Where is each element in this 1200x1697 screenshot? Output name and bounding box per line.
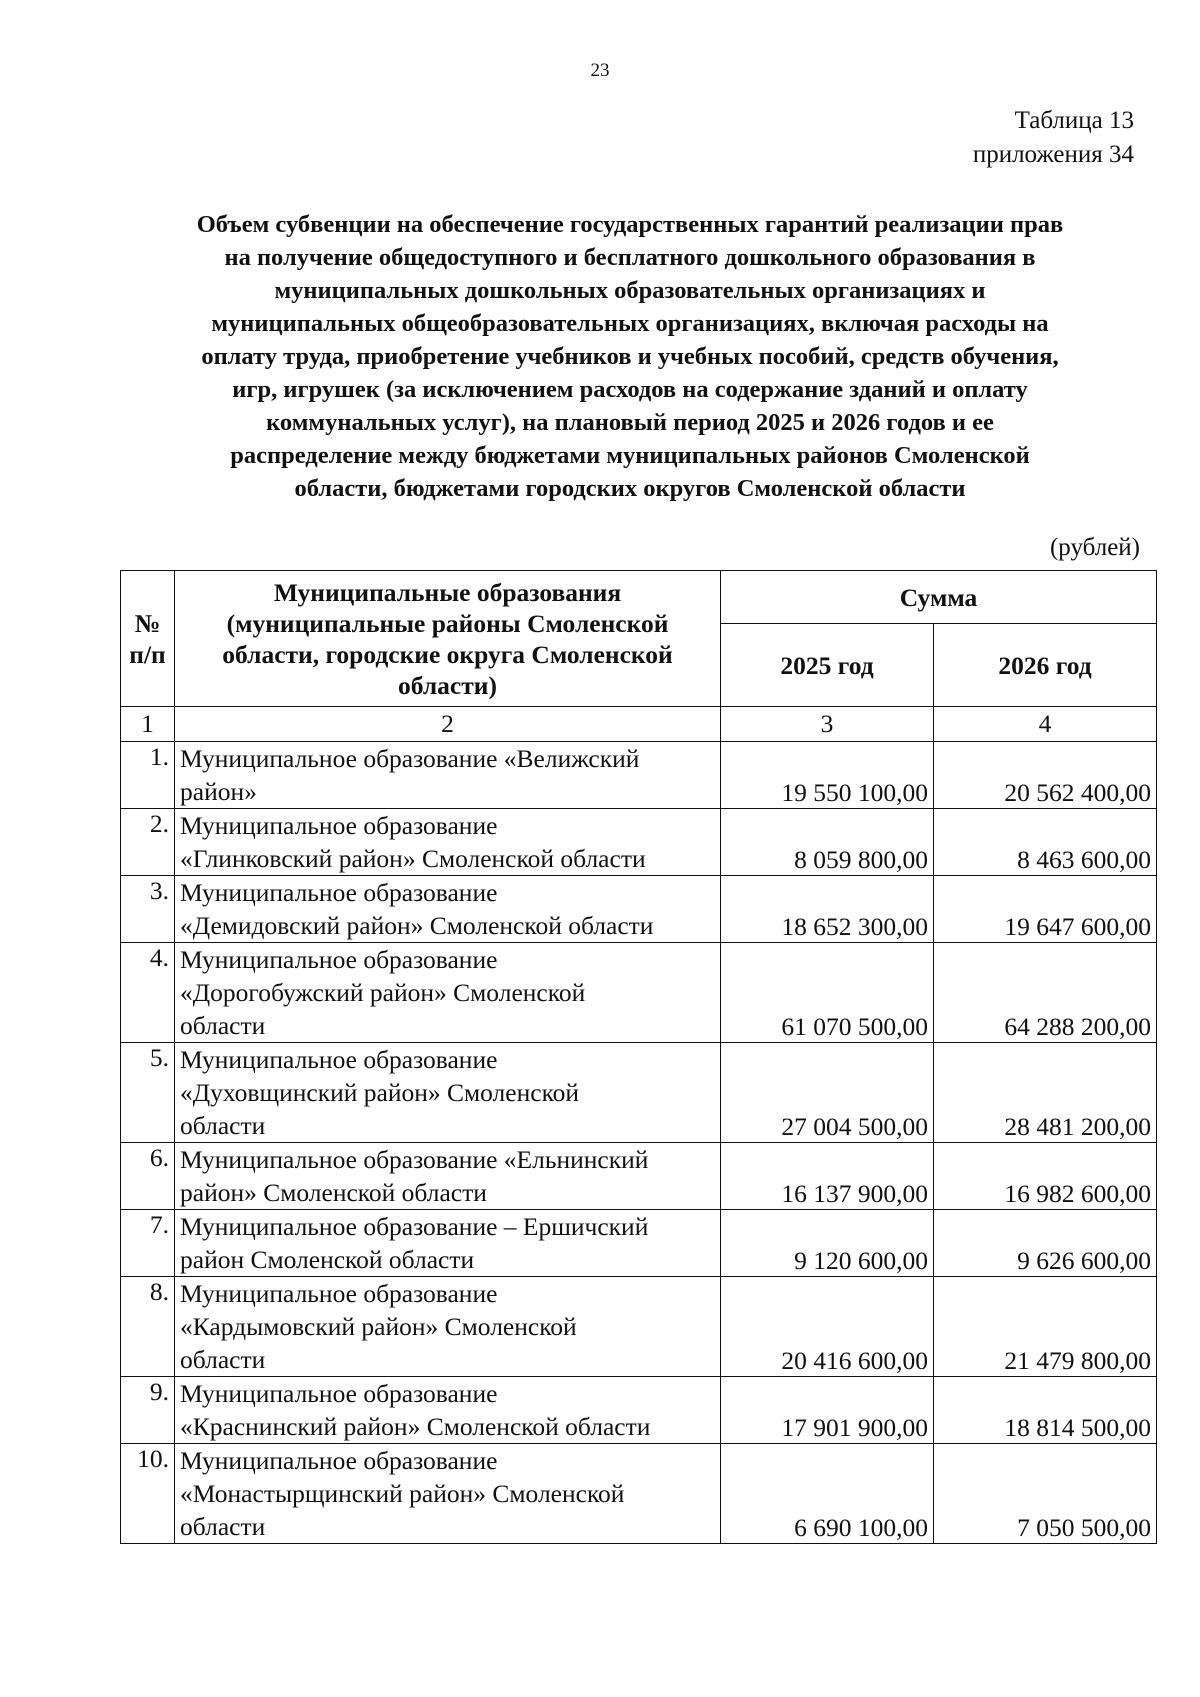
row-number: 3. bbox=[121, 876, 175, 943]
title-line: области, бюджетами городских округов Смоленской области bbox=[294, 475, 966, 502]
title-line: на получение общедоступного и бесплатного дошкольного образования в bbox=[224, 244, 1036, 271]
column-index: 3 bbox=[721, 707, 934, 742]
municipality-name-line: области bbox=[180, 1011, 266, 1040]
header-municipality-line: (муниципальные районы Смоленской bbox=[226, 608, 669, 638]
municipality-name bbox=[175, 1043, 721, 1143]
amount-2026: 8 463 600,00 bbox=[934, 809, 1157, 876]
appendix-reference: приложения 34 bbox=[972, 141, 1134, 168]
column-index: 4 bbox=[934, 707, 1157, 742]
column-index-row bbox=[121, 707, 1157, 742]
title-line: коммунальных услуг), на плановый период 2025 и 2026 годов и ее bbox=[266, 409, 994, 436]
amount-2025: 18 652 300,00 bbox=[721, 876, 934, 943]
amount-2026: 21 479 800,00 bbox=[934, 1277, 1157, 1377]
subvention-table bbox=[120, 570, 1157, 1544]
municipality-name-line: район» Смоленской области bbox=[180, 1178, 487, 1207]
amount-2026: 19 647 600,00 bbox=[934, 876, 1157, 943]
title-line: оплату труда, приобретение учебников и учебных пособий, средств обучения, bbox=[201, 343, 1059, 370]
row-number: 7. bbox=[121, 1210, 175, 1277]
amount-2026: 18 814 500,00 bbox=[934, 1377, 1157, 1444]
row-number: 6. bbox=[121, 1143, 175, 1210]
amount-2025: 8 059 800,00 bbox=[721, 809, 934, 876]
table-row bbox=[121, 1377, 1157, 1444]
table-row bbox=[121, 1043, 1157, 1143]
row-number: 8. bbox=[121, 1277, 175, 1377]
municipality-name-line: Муниципальное образование bbox=[180, 878, 498, 907]
title-line: муниципальных дошкольных образовательных организациях и bbox=[274, 277, 986, 304]
municipality-name-line: Муниципальное образование «Велижский bbox=[180, 744, 640, 773]
table-reference: Таблица 13 bbox=[1014, 107, 1134, 134]
municipality-name bbox=[175, 809, 721, 876]
row-number: 1. bbox=[121, 742, 175, 809]
header-sum: Сумма bbox=[721, 571, 1157, 624]
municipality-name-line: Муниципальное образование bbox=[180, 1379, 498, 1408]
row-number: 5. bbox=[121, 1043, 175, 1143]
header-num-line: № bbox=[134, 608, 161, 638]
municipality-name-line: «Кардымовский район» Смоленской bbox=[180, 1312, 577, 1341]
municipality-name-line: район» bbox=[180, 777, 257, 806]
header-num-line: п/п bbox=[129, 639, 166, 669]
municipality-name bbox=[175, 742, 721, 809]
amount-2026: 28 481 200,00 bbox=[934, 1043, 1157, 1143]
header-num bbox=[121, 571, 175, 707]
header-municipality-line: области, городские округа Смоленской bbox=[222, 639, 673, 669]
municipality-name-line: Муниципальное образование bbox=[180, 811, 498, 840]
amount-2026: 16 982 600,00 bbox=[934, 1143, 1157, 1210]
municipality-name bbox=[175, 1377, 721, 1444]
page-number: 23 bbox=[590, 60, 610, 81]
table-row bbox=[121, 943, 1157, 1043]
column-index: 2 bbox=[175, 707, 721, 742]
document-title bbox=[100, 208, 1160, 505]
municipality-name bbox=[175, 1444, 721, 1544]
municipality-name-line: области bbox=[180, 1345, 266, 1374]
table-row bbox=[121, 876, 1157, 943]
amount-2026: 7 050 500,00 bbox=[934, 1444, 1157, 1544]
municipality-name-line: район Смоленской области bbox=[180, 1245, 475, 1274]
table-row bbox=[121, 1210, 1157, 1277]
table-row bbox=[121, 1143, 1157, 1210]
title-line: игр, игрушек (за исключением расходов на содержание зданий и оплату bbox=[232, 376, 1028, 403]
amount-2025: 9 120 600,00 bbox=[721, 1210, 934, 1277]
municipality-name-line: области bbox=[180, 1512, 266, 1541]
row-number: 10. bbox=[121, 1444, 175, 1544]
amount-2026: 9 626 600,00 bbox=[934, 1210, 1157, 1277]
header-municipality-line: области) bbox=[398, 670, 497, 700]
municipality-name-line: области bbox=[180, 1111, 266, 1140]
amount-2026: 20 562 400,00 bbox=[934, 742, 1157, 809]
amount-2025: 27 004 500,00 bbox=[721, 1043, 934, 1143]
row-number: 9. bbox=[121, 1377, 175, 1444]
municipality-name-line: «Духовщинский район» Смоленской bbox=[180, 1078, 580, 1107]
header-2025: 2025 год bbox=[721, 624, 934, 707]
title-line: распределение между бюджетами муниципальных районов Смоленской bbox=[230, 442, 1030, 469]
municipality-name-line: Муниципальное образование bbox=[180, 1279, 498, 1308]
municipality-name-line: Муниципальное образование bbox=[180, 1446, 498, 1475]
header-municipality-line: Муниципальные образования bbox=[273, 577, 622, 607]
amount-2026: 64 288 200,00 bbox=[934, 943, 1157, 1043]
table-row bbox=[121, 1277, 1157, 1377]
municipality-name-line: «Монастырщинский район» Смоленской bbox=[180, 1479, 625, 1508]
amount-2025: 16 137 900,00 bbox=[721, 1143, 934, 1210]
title-line: Объем субвенции на обеспечение государственных гарантий реализации прав bbox=[196, 211, 1064, 238]
amount-2025: 20 416 600,00 bbox=[721, 1277, 934, 1377]
column-index: 1 bbox=[121, 707, 175, 742]
amount-2025: 6 690 100,00 bbox=[721, 1444, 934, 1544]
municipality-name bbox=[175, 1210, 721, 1277]
municipality-name bbox=[175, 1143, 721, 1210]
amount-2025: 61 070 500,00 bbox=[721, 943, 934, 1043]
header-row bbox=[121, 571, 1157, 624]
amount-2025: 17 901 900,00 bbox=[721, 1377, 934, 1444]
municipality-name bbox=[175, 943, 721, 1043]
municipality-name bbox=[175, 876, 721, 943]
header-2026: 2026 год bbox=[934, 624, 1157, 707]
municipality-name-line: Муниципальное образование «Ельнинский bbox=[180, 1145, 649, 1174]
table-row bbox=[121, 742, 1157, 809]
row-number: 4. bbox=[121, 943, 175, 1043]
municipality-name-line: «Демидовский район» Смоленской области bbox=[180, 911, 654, 940]
table-row bbox=[121, 809, 1157, 876]
row-number: 2. bbox=[121, 809, 175, 876]
header-municipality bbox=[175, 571, 721, 707]
municipality-name-line: Муниципальное образование – Ершичский bbox=[180, 1212, 649, 1241]
title-line: муниципальных общеобразовательных организациях, включая расходы на bbox=[211, 310, 1049, 337]
municipality-name-line: Муниципальное образование bbox=[180, 945, 498, 974]
municipality-name-line: «Дорогобужский район» Смоленской bbox=[180, 978, 586, 1007]
amount-2025: 19 550 100,00 bbox=[721, 742, 934, 809]
municipality-name bbox=[175, 1277, 721, 1377]
unit-label: (рублей) bbox=[1049, 534, 1140, 561]
table-body bbox=[121, 742, 1157, 1544]
table-row bbox=[121, 1444, 1157, 1544]
municipality-name-line: Муниципальное образование bbox=[180, 1045, 498, 1074]
municipality-name-line: «Краснинский район» Смоленской области bbox=[180, 1412, 651, 1441]
municipality-name-line: «Глинковский район» Смоленской области bbox=[180, 844, 646, 873]
